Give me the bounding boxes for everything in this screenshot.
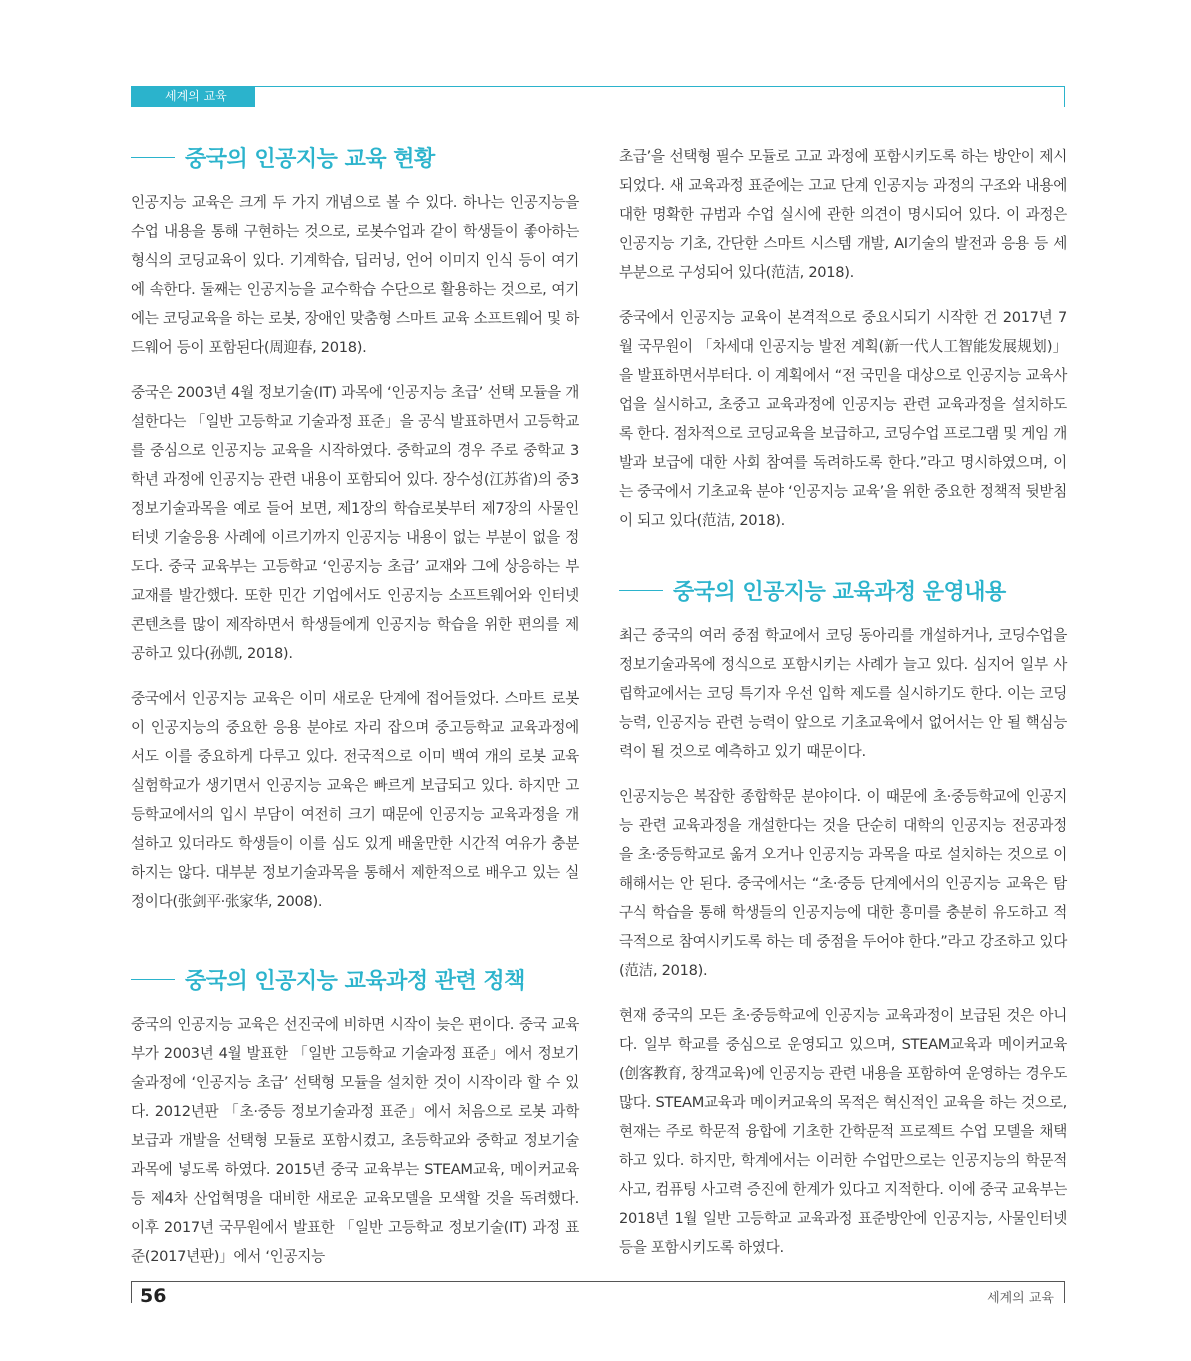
header-rule-tick <box>1064 86 1065 107</box>
section-heading <box>619 573 1067 607</box>
section-title: 중국의 인공지능 교육과정 관련 정책 <box>185 968 525 994</box>
paragraph: 초급’을 선택형 필수 모듈로 고교 과정에 포함시키도록 하는 방안이 제시되었다. 새 교육과정 표준에는 고교 단계 인공지능 과정의 구조와 내용에 대한 명확한 규범과 수업 실시에 관한 의견이 명시되어 있다. 이 과정은 인공지능 기초, 간단한 스마트 시스템 개발, AI기술의 발전과 응용 등 세 부분으로 구성되어 있다(范洁, 2018). <box>619 148 1067 281</box>
paragraph: 중국에서 인공지능 교육은 이미 새로운 단계에 접어들었다. 스마트 로봇이 인공지능의 중요한 응용 분야로 자리 잡으며 중고등학교 교육과정에서도 이를 중요하게 다루고 있다. 전국적으로 이미 백여 개의 로봇 교육 실험학교가 생기면서 인공지능 교육은 빠르게 보급되고 있다. 하지만 고등학교에서의 입시 부담이 여전히 크기 때문에 인공지능 교육과정을 개설하고 있더라도 학생들이 이를 심도 있게 배울만한 시간적 여유가 충분하지는 않다. 대부분 정보기술과목을 통해서 제한적으로 배우고 있는 실정이다(张剑平·张家华, 2008). <box>131 690 579 910</box>
footer-rule-tick-left <box>131 1281 132 1303</box>
paragraph: 인공지능 교육은 크게 두 가지 개념으로 볼 수 있다. 하나는 인공지능을 수업 내용을 통해 구현하는 것으로, 로봇수업과 같이 학생들이 좋아하는 형식의 코딩교육이 있다. 기계학습, 딥러닝, 언어 이미지 인식 등이 여기에 속한다. 둘째는 인공지능을 교수학습 수단으로 활용하는 것으로, 여기에는 코딩교육을 하는 로봇, 장애인 맞춤형 스마트 교육 소프트웨어 및 하드웨어 등이 포함된다(周迎春, 2018). <box>131 194 579 356</box>
section-title: 중국의 인공지능 교육과정 운영내용 <box>673 579 1006 605</box>
paragraph: 중국에서 인공지능 교육이 본격적으로 중요시되기 시작한 건 2017년 7월 국무원이 「차세대 인공지능 발전 계획(新一代人工智能发展规划)」을 발표하면서부터다. 이 계획에서 “전 국민을 대상으로 인공지능 교육사업을 실시하고, 초중고 교육과정에 인공지능 관련 교육과정을 설치하도록 한다. 점차적으로 코딩교육을 보급하고, 코딩수업 프로그램 및 게임 개발과 보급에 대한 사회 참여를 독려하도록 한다.”라고 명시하였으며, 이는 중국에서 기초교육 분야 ‘인공지능 교육’을 위한 중요한 정책적 뒷받침이 되고 있다(范洁, 2018). <box>619 309 1067 529</box>
header-rule <box>255 86 1065 87</box>
paragraph: 인공지능은 복잡한 종합학문 분야이다. 이 때문에 초·중등학교에 인공지능 관련 교육과정을 개설한다는 것을 단순히 대학의 인공지능 전공과정을 초·중등학교로 옮겨 오거나 인공지능 과목을 따로 설치하는 것으로 이해해서는 안 된다. 중국에서는 “초·중등 단계에서의 인공지능 교육은 탐구식 학습을 통해 학생들의 인공지능에 대한 흥미를 충분히 유도하고 적극적으로 참여시키도록 하는 데 중점을 두어야 한다.”라고 강조하고 있다(范洁, 2018). <box>619 788 1067 979</box>
heading-rule <box>131 979 175 980</box>
paragraph: 현재 중국의 모든 초·중등학교에 인공지능 교육과정이 보급된 것은 아니다. 일부 학교를 중심으로 운영되고 있으며, STEAM교육과 메이커교육(创客教育, 창객교육)에 인공지능 관련 내용을 포함하여 운영하는 경우도 많다. STEAM교육과 메이커교육의 목적은 혁신적인 교육을 하는 것으로, 현재는 주로 학문적 융합에 기초한 간학문적 프로젝트 수업 모델을 채택하고 있다. 하지만, 학계에서는 이러한 수업만으로는 인공지능의 학문적 사고, 컴퓨팅 사고력 증진에 한계가 있다고 지적한다. 이에 중국 교육부는 2018년 1월 일반 고등학교 교육과정 표준방안에 인공지능, 사물인터넷 등을 포함시키도록 하였다. <box>619 1007 1067 1256</box>
header-section-tab: 세계의 교육 <box>131 86 255 107</box>
section-heading <box>131 140 579 174</box>
paragraph: 최근 중국의 여러 중점 학교에서 코딩 동아리를 개설하거나, 코딩수업을 정보기술과목에 정식으로 포함시키는 사례가 늘고 있다. 심지어 일부 사립학교에서는 코딩 특기자 우선 입학 제도를 실시하기도 한다. 이는 코딩 능력, 인공지능 관련 능력이 앞으로 기초교육에서 없어서는 안 될 핵심능력이 될 것으로 예측하고 있기 때문이다. <box>619 627 1067 760</box>
left-column <box>131 140 579 1287</box>
paragraph: 중국의 인공지능 교육은 선진국에 비하면 시작이 늦은 편이다. 중국 교육부가 2003년 4월 발표한 「일반 고등학교 기술과정 표준」에서 정보기술과정에 ‘인공지능 초급’ 선택형 모듈을 설치한 것이 시작이라 할 수 있다. 2012년판 「초·중등 정보기술과정 표준」에서 처음으로 로봇 과학보급과 개발을 선택형 모듈로 포함시켰고, 초등학교와 중학교 정보기술과목에 넣도록 하였다. 2015년 중국 교육부는 STEAM교육, 메이커교육 등 제4차 산업혁명을 대비한 새로운 교육모델을 모색할 것을 독려했다. 이후 2017년 국무원에서 발표한 「일반 고등학교 정보기술(IT) 과정 표준(2017년판)」에서 ‘인공지능 <box>131 1016 579 1265</box>
footer-rule <box>131 1281 1065 1282</box>
footer-label: 세계의 교육 <box>987 1291 1054 1306</box>
section-heading <box>131 962 579 996</box>
page-number: 56 <box>140 1285 167 1307</box>
heading-rule <box>131 157 175 158</box>
footer-rule-tick-right <box>1064 1281 1065 1303</box>
paragraph: 중국은 2003년 4월 정보기술(IT) 과목에 ‘인공지능 초급’ 선택 모듈을 개설한다는 「일반 고등학교 기술과정 표준」을 공식 발표하면서 고등학교를 중심으로 인공지능 교육을 시작하였다. 중학교의 경우 주로 중학교 3학년 과정에 인공지능 관련 내용이 포함되어 있다. 장수성(江苏省)의 중3 정보기술과목을 예로 들어 보면, 제1장의 학습로봇부터 제7장의 사물인터넷 기술응용 사례에 이르기까지 인공지능 내용이 없는 부분이 없을 정도다. 중국 교육부는 고등학교 ‘인공지능 초급’ 교재와 그에 상응하는 부교재를 발간했다. 또한 민간 기업에서도 인공지능 소프트웨어와 인터넷 콘텐츠를 많이 제작하면서 학생들에게 인공지능 학습을 위한 편의를 제공하고 있다(孙凯, 2018). <box>131 384 579 662</box>
section-title: 중국의 인공지능 교육 현황 <box>185 146 435 172</box>
heading-rule <box>619 590 663 591</box>
right-column <box>619 142 1067 1278</box>
